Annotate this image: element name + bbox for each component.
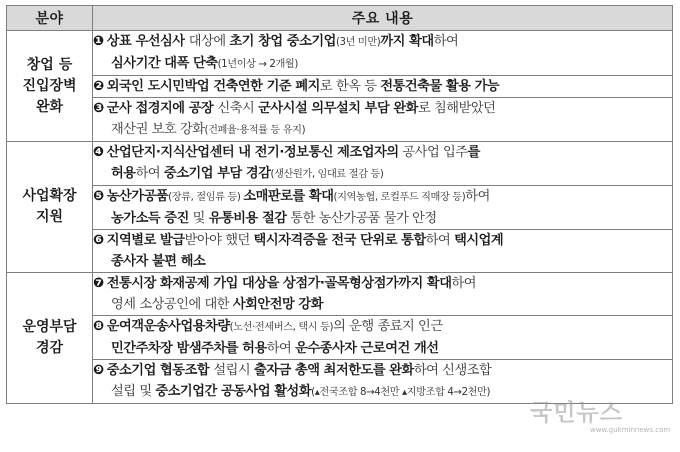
header-content: 주요 내용 [93,6,673,31]
item-text: 설립시 [213,363,254,378]
policy-item-5 [93,186,673,230]
header-category: 분야 [7,6,93,31]
item-text: 상표 우선심사 [106,34,189,49]
item-text: 소매판로를 확대 [243,189,334,204]
table-row [7,31,673,76]
item-number: ❾ [93,363,104,378]
item-text: 통한 농산가공품 물가 안정 [286,211,437,226]
item-note: (3년 미만) [335,37,381,48]
watermark-url: www.gukminnews.com [590,426,671,434]
policy-table [6,5,673,404]
policy-item-3 [93,98,673,142]
item-text: 및 [188,211,209,226]
item-text: 하여 [465,189,490,204]
item-text: 농가소득 증진 [111,211,189,226]
item-note: (1년이상 → 2개월) [217,59,298,70]
category-label: 창업 등 [26,56,73,73]
item-text: 전통시장 화재공제 가입 대상을 상점가·골목형상점가까지 확대 [106,276,452,291]
item-text: 전통건축물 활용 가능 [380,79,500,94]
item-number: ❹ [93,145,104,160]
category-label: 경감 [35,340,64,356]
table-row [7,230,673,273]
policy-item-2 [93,76,673,98]
item-text: 외국인 도시민박업 건축연한 기준 폐지 [106,79,320,94]
item-number: ❶ [93,34,104,49]
item-text: 신축시 [217,101,259,116]
category-label: 진입장벽 [22,77,77,94]
item-text: 공사업 입주 [398,145,468,160]
item-text: 하여 [266,341,296,356]
item-text: 출자금 총액 최저한도를 완화 [253,363,414,378]
item-text: 중소기업간 공동사업 활성화 [155,384,312,399]
item-text: 초기 창업 중소기업 [229,34,336,49]
policy-item-4 [93,142,673,186]
item-text: 영세 소상공인에 대한 [111,297,233,312]
category-label: 완화 [35,98,64,115]
category-label: 지원 [35,209,64,225]
item-text: 지역별로 발급 [106,233,185,248]
item-number: ❺ [93,189,104,204]
category-startup [7,31,93,142]
table-row [7,316,673,360]
item-text: 민간주차장 밤샘주차를 허용 [111,341,267,356]
policy-item-8 [93,316,673,360]
item-text: 군사 접경지에 공장 [106,101,218,116]
item-note: (건폐율·용적률 등 유지) [204,125,306,136]
item-text: 군사시설 의무설치 부담 완화 [258,101,418,116]
item-text: 설립 및 [111,384,156,399]
item-note: (노선·전세버스, 택시 등) [229,322,334,333]
category-label: 운영부담 [22,319,77,335]
item-text: 택시업계 [454,233,504,248]
item-text: 의 운행 종료지 인근 [333,319,443,334]
item-text: 를 [467,145,480,160]
item-text: 로 침해받았던 [417,101,496,116]
item-note: (생산원가, 임대료 절감 등) [270,169,384,180]
item-number: ❼ [93,276,104,291]
item-text: 하여 [425,233,455,248]
item-text: 산업단지·지식산업센터 내 전기·정보통신 제조업자의 [106,145,399,160]
item-text: 유통비용 절감 [208,211,287,226]
item-text: 운수종사자 근로여건 개선 [295,341,439,356]
policy-item-7 [93,273,673,316]
table-row [7,273,673,316]
item-number: ❻ [93,233,104,248]
item-number: ❽ [93,319,104,334]
item-text: 중소기업 협동조합 [106,363,214,378]
item-text: 운여객운송사업용차량 [106,319,230,334]
table-header-row [7,6,673,31]
table-row [7,142,673,186]
item-text: 사회안전망 강화 [232,297,323,312]
item-number: ❸ [93,101,104,116]
item-text: 하여 [451,276,477,291]
policy-item-1 [93,31,673,76]
item-note: (지역농협, 로컬푸드 직매장 등) [333,192,466,203]
item-note: (장류, 절임류 등) [168,192,244,203]
item-text: 중소기업 부담 경감 [163,166,271,181]
item-text: 심사기간 대폭 단축 [111,56,218,71]
item-text: 받아야 했던 [184,233,254,248]
table-row [7,98,673,142]
item-text: 하여 [135,166,164,181]
policy-item-6 [93,230,673,273]
item-text: 대상에 [188,34,230,49]
item-text: 택시자격증을 전국 단위로 통합 [253,233,426,248]
item-text: 종사자 불편 해소 [111,254,206,269]
category-label: 사업확장 [22,188,77,204]
item-note: (▴전국조합 8→4천만 ▴지방조합 4→2천만) [311,387,491,398]
watermark-logo: 국민뉴스 [530,400,623,426]
item-text: 까지 확대 [380,34,434,49]
item-number: ❷ [93,79,104,94]
item-text: 허용 [111,166,136,181]
category-expansion [7,142,93,273]
table-row [7,76,673,98]
item-text: 농산가공품 [106,189,169,204]
item-text: 하여 [433,34,459,49]
item-text: 로 한옥 등 [319,79,381,94]
item-text: 하여 신생조합 [413,363,492,378]
category-operation [7,273,93,404]
table-row [7,186,673,230]
item-text: 재산권 보호 강화 [111,122,205,137]
